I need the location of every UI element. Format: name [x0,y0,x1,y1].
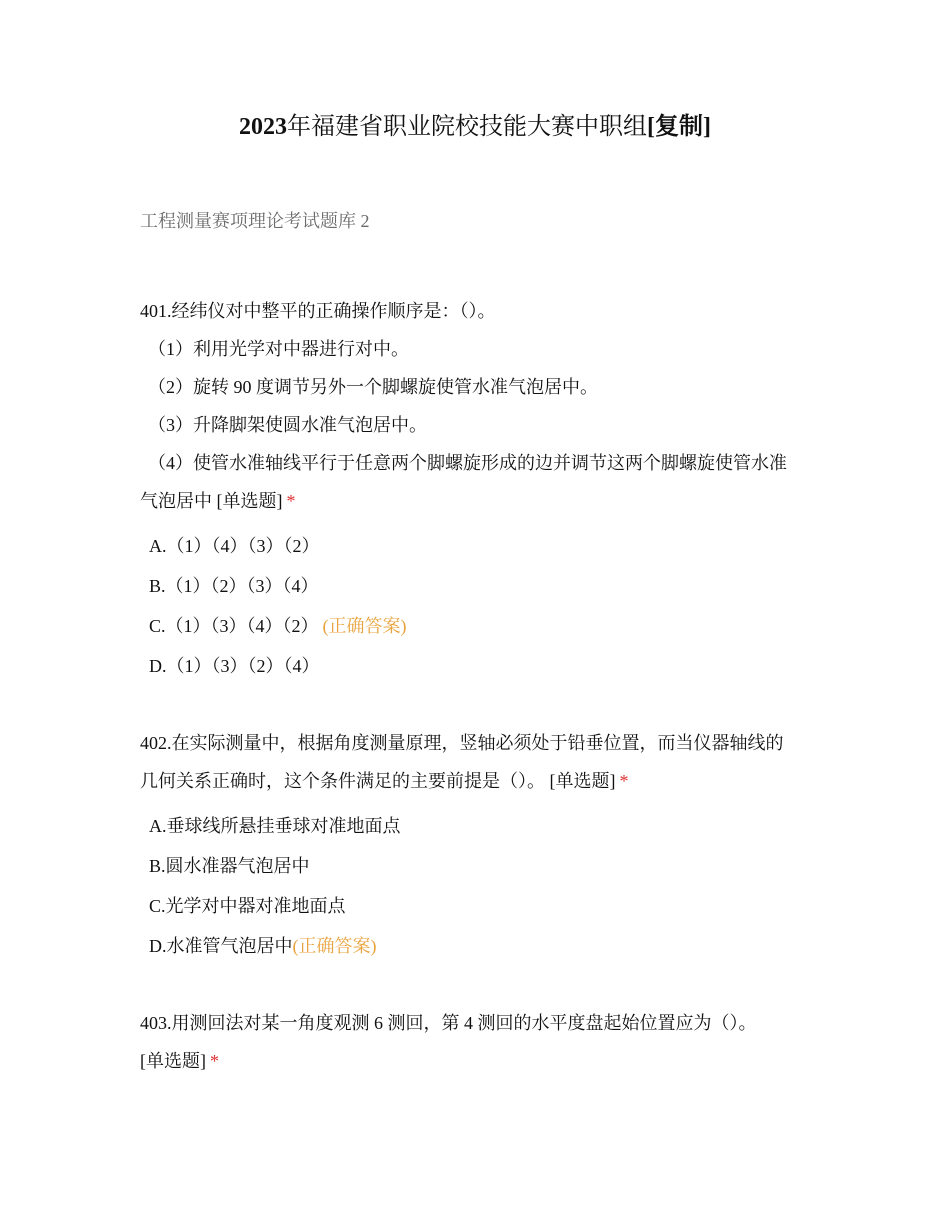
question-402-stem-tail: 几何关系正确时，这个条件满足的主要前提是（）。 [140,771,545,791]
question-401-step-1: （1）利用光学对中器进行对中。 [148,339,409,359]
option-text: D.（1）（3）（2）（4） [149,656,320,676]
option-text: A.垂球线所悬挂垂球对准地面点 [149,816,401,836]
question-403-stem-end [140,1042,820,1080]
question-402-stem-end [140,762,820,800]
required-mark: * [619,771,629,791]
question-402 [140,724,820,966]
option-c[interactable] [140,606,820,646]
required-mark: * [286,491,296,511]
page-title [0,110,950,144]
option-text: B.圆水准器气泡居中 [149,856,310,876]
question-402-stem: 402.在实际测量中，根据角度测量原理，竖轴必须处于铅垂位置，而当仪器轴线的 [140,733,784,753]
option-text: B.（1）（2）（3）（4） [149,576,319,596]
question-402-options [140,806,820,966]
question-401-step-4: （4）使管水准轴线平行于任意两个脚螺旋形成的边并调节这两个脚螺旋使管水准 [148,453,787,473]
option-text: C.光学对中器对准地面点 [149,896,346,916]
title-suffix: [复制] [647,114,711,140]
option-text: D.水准管气泡居中 [149,936,293,956]
question-403-stem: 403.用测回法对某一角度观测 6 测回，第 4 测回的水平度盘起始位置应为（）。 [140,1013,757,1033]
question-401-stem-tail: 气泡居中 [140,491,212,511]
section-subtitle: 工程测量赛项理论考试题库 2 [140,211,370,231]
option-text: A.（1）（4）（3）（2） [149,536,320,556]
title-year: 2023 [239,114,287,140]
option-a[interactable] [140,806,820,846]
option-b[interactable] [140,566,820,606]
required-mark: * [210,1051,219,1071]
correct-answer-label: (正确答案) [322,616,407,636]
question-type-tag: [单选题] [216,491,283,511]
option-a[interactable] [140,526,820,566]
question-403 [140,1004,820,1080]
option-c[interactable] [140,886,820,926]
question-401-step-3: （3）升降脚架使圆水准气泡居中。 [148,415,427,435]
question-401-options [140,526,820,686]
option-d[interactable] [140,926,820,966]
question-401-stem-end [140,482,820,520]
title-text: 年福建省职业院校技能大赛中职组 [287,114,647,140]
question-type-tag: [单选题] [549,771,616,791]
question-401-stem: 401.经纬仪对中整平的正确操作顺序是：（）。 [140,301,496,321]
question-401-step-2: （2）旋转 90 度调节另外一个脚螺旋使管水准气泡居中。 [148,377,598,397]
correct-answer-label: (正确答案) [292,936,377,956]
option-b[interactable] [140,846,820,886]
option-text: C.（1）（3）（4）（2） [149,616,319,636]
question-type-tag: [单选题] [140,1051,206,1071]
question-401 [140,292,820,686]
option-d[interactable] [140,646,820,686]
